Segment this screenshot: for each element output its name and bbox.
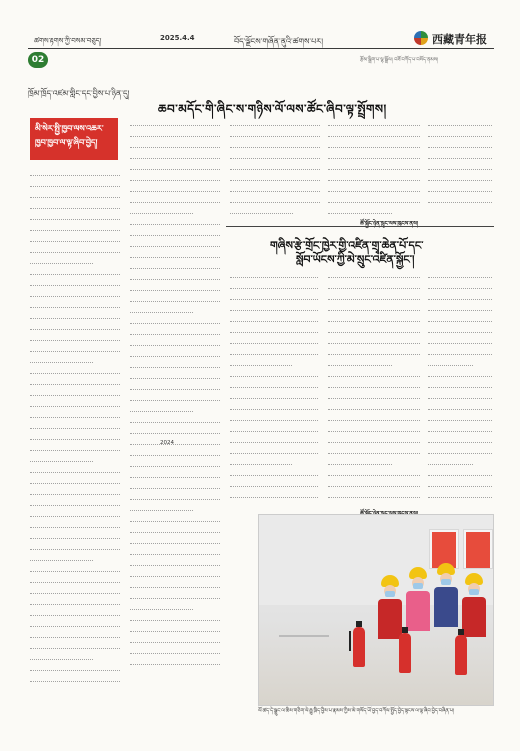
shirt bbox=[434, 587, 458, 627]
text-line bbox=[428, 413, 492, 421]
mask-icon bbox=[385, 591, 395, 597]
text-line bbox=[328, 479, 420, 487]
text-line bbox=[130, 382, 220, 390]
text-line bbox=[130, 162, 220, 170]
text-line bbox=[130, 448, 220, 456]
text-line bbox=[30, 300, 120, 308]
text-line bbox=[328, 325, 420, 333]
article-column-2 bbox=[130, 118, 220, 678]
article2-column-1 bbox=[230, 270, 318, 506]
text-line bbox=[30, 179, 120, 187]
text-line bbox=[30, 509, 120, 517]
text-line bbox=[428, 162, 492, 170]
highlight-line-1: མི་སེར་སྤྱི་ཁྱབ་ལས་འཆར་ bbox=[35, 124, 104, 133]
text-line bbox=[428, 314, 492, 322]
article-column-3 bbox=[230, 118, 320, 218]
text-line bbox=[30, 630, 120, 638]
text-line bbox=[428, 402, 492, 410]
text-line bbox=[428, 129, 492, 137]
mask-icon bbox=[413, 583, 423, 589]
text-line bbox=[130, 217, 220, 225]
article-column-1 bbox=[30, 168, 120, 688]
text-line bbox=[30, 421, 120, 429]
floor-line bbox=[279, 635, 329, 637]
text-line bbox=[130, 349, 220, 357]
text-line bbox=[30, 212, 120, 220]
text-line bbox=[130, 239, 220, 247]
text-line bbox=[230, 140, 320, 148]
text-line bbox=[30, 564, 120, 572]
text-line bbox=[328, 118, 420, 126]
text-line bbox=[30, 520, 120, 528]
text-line bbox=[130, 283, 220, 291]
text-line bbox=[328, 303, 420, 311]
text-line bbox=[30, 333, 120, 341]
text-line bbox=[428, 184, 492, 192]
text-line bbox=[428, 369, 492, 377]
text-line bbox=[30, 399, 120, 407]
text-line bbox=[30, 256, 93, 264]
text-line bbox=[30, 487, 120, 495]
text-line bbox=[30, 663, 120, 671]
text-line bbox=[130, 580, 220, 588]
text-line bbox=[230, 184, 320, 192]
text-line bbox=[230, 402, 318, 410]
text-line bbox=[130, 536, 220, 544]
text-line bbox=[230, 129, 320, 137]
text-line bbox=[230, 281, 318, 289]
text-line bbox=[230, 435, 318, 443]
text-line bbox=[30, 267, 120, 275]
editor-credits: རྩོམ་སྒྲིག་པ་ལྷ་སྒྲོལ། བཟོ་བཀོད་པ་བསོད་ནམས། bbox=[360, 57, 439, 63]
text-line bbox=[130, 481, 220, 489]
issue-date: 2025.4.4 bbox=[160, 34, 195, 42]
article2-headline-line2: སློབ་ཡོངས་ཀྱི་མེ་སྲུང་འཛིན་སྐྱོང་། bbox=[296, 253, 415, 266]
text-line bbox=[130, 393, 220, 401]
article2-column-3 bbox=[428, 270, 492, 506]
text-line bbox=[130, 327, 220, 335]
text-line bbox=[328, 206, 392, 214]
masthead bbox=[28, 30, 494, 68]
text-line bbox=[428, 173, 492, 181]
text-line bbox=[328, 391, 420, 399]
text-line bbox=[428, 468, 492, 476]
text-line bbox=[428, 479, 492, 487]
text-line bbox=[130, 316, 220, 324]
text-line bbox=[428, 336, 492, 344]
text-line bbox=[30, 608, 120, 616]
text-line bbox=[30, 190, 120, 198]
text-line bbox=[30, 366, 120, 374]
text-line bbox=[230, 457, 292, 465]
text-line bbox=[328, 151, 420, 159]
text-line bbox=[130, 426, 220, 434]
article-column-4 bbox=[328, 118, 420, 218]
text-line bbox=[230, 118, 320, 126]
text-line bbox=[130, 151, 220, 159]
text-line bbox=[328, 457, 392, 465]
text-line bbox=[30, 586, 120, 594]
highlight-line-2: ཁྱབ་ཁྱབ་ལ་ལྟ་ཞིབ་བྱེད། bbox=[35, 138, 98, 147]
article2-headline-line1: གཞིས་རྩེ་གྲོང་ཁྱེར་གྱི་འཛིན་གྲྭ་ཆེན་པོ་དང་ bbox=[270, 239, 424, 252]
text-line bbox=[130, 184, 220, 192]
text-line bbox=[130, 646, 220, 654]
text-line bbox=[230, 206, 293, 214]
newspaper-logo-text: 西藏青年报 bbox=[432, 33, 487, 46]
header-rule bbox=[28, 48, 494, 49]
text-line bbox=[30, 575, 120, 583]
text-line bbox=[328, 369, 420, 377]
shirt bbox=[378, 599, 402, 639]
text-line bbox=[428, 195, 492, 203]
text-line bbox=[130, 624, 220, 632]
text-line bbox=[230, 303, 318, 311]
text-line bbox=[130, 459, 220, 467]
text-line bbox=[30, 432, 120, 440]
highlight-box bbox=[30, 118, 118, 160]
text-line bbox=[230, 162, 320, 170]
text-line bbox=[30, 641, 120, 649]
text-line bbox=[428, 490, 492, 498]
newspaper-name-tibetan: བོད་ལྗོངས་གཞོན་ནུའི་ཚགས་པར། bbox=[234, 37, 323, 46]
text-line bbox=[328, 270, 420, 278]
text-line bbox=[230, 413, 318, 421]
text-line bbox=[130, 591, 220, 599]
text-line bbox=[130, 261, 220, 269]
text-line bbox=[328, 173, 420, 181]
text-line bbox=[328, 314, 420, 322]
text-line bbox=[130, 404, 193, 412]
text-line bbox=[30, 278, 120, 286]
text-line bbox=[130, 558, 220, 566]
text-line bbox=[130, 338, 220, 346]
text-line bbox=[328, 195, 420, 203]
text-line bbox=[230, 358, 292, 366]
text-line bbox=[230, 151, 320, 159]
text-line bbox=[130, 272, 220, 280]
text-line bbox=[230, 490, 318, 498]
text-line bbox=[30, 597, 120, 605]
text-line bbox=[230, 424, 318, 432]
text-line bbox=[130, 514, 220, 522]
text-line bbox=[130, 503, 193, 511]
text-line bbox=[328, 435, 420, 443]
text-line bbox=[130, 173, 220, 181]
text-line bbox=[230, 325, 318, 333]
fire-extinguisher-icon bbox=[353, 627, 365, 667]
text-line bbox=[328, 292, 420, 300]
text-line bbox=[130, 129, 220, 137]
text-line bbox=[328, 162, 420, 170]
text-line bbox=[428, 446, 492, 454]
text-line bbox=[130, 250, 220, 258]
news-photo bbox=[258, 514, 494, 706]
text-line bbox=[30, 322, 120, 330]
text-line bbox=[30, 443, 120, 451]
text-line bbox=[130, 228, 220, 236]
text-line bbox=[130, 118, 220, 126]
text-line bbox=[30, 223, 120, 231]
text-line bbox=[130, 371, 220, 379]
text-line bbox=[428, 325, 492, 333]
text-line bbox=[230, 173, 320, 181]
text-line bbox=[230, 468, 318, 476]
text-line bbox=[428, 424, 492, 432]
section-label: ཚགས་རྟགས་ཀྱི་བསམ་བཅུད། bbox=[34, 37, 102, 45]
text-line bbox=[30, 377, 120, 385]
text-line bbox=[130, 602, 193, 610]
text-line bbox=[30, 498, 120, 506]
text-line bbox=[428, 303, 492, 311]
text-line bbox=[30, 553, 93, 561]
text-line bbox=[428, 118, 492, 126]
mask-icon bbox=[441, 579, 451, 585]
text-line bbox=[130, 657, 220, 665]
text-line bbox=[428, 151, 492, 159]
text-line bbox=[328, 446, 420, 454]
text-line bbox=[130, 294, 220, 302]
text-line bbox=[328, 336, 420, 344]
text-line bbox=[130, 569, 220, 577]
text-line bbox=[30, 619, 120, 627]
text-line bbox=[130, 206, 193, 214]
text-line bbox=[130, 613, 220, 621]
text-line bbox=[130, 140, 220, 148]
text-line bbox=[130, 360, 220, 368]
text-line bbox=[130, 437, 220, 445]
text-line bbox=[328, 402, 420, 410]
wall-poster bbox=[463, 529, 493, 569]
text-line bbox=[428, 391, 492, 399]
text-line bbox=[30, 168, 120, 176]
text-line bbox=[130, 195, 220, 203]
text-line bbox=[328, 281, 420, 289]
text-line bbox=[30, 674, 120, 682]
text-line bbox=[428, 292, 492, 300]
text-line bbox=[428, 270, 492, 278]
text-line bbox=[130, 547, 220, 555]
text-line bbox=[30, 542, 120, 550]
text-line bbox=[30, 454, 93, 462]
newspaper-logo-icon bbox=[414, 31, 428, 45]
article-kicker: ཁྲོམ་ཁྲོད་འཛམ་གླིང་དང་བྱིས་པ་ཉིན་དུ། bbox=[28, 89, 130, 98]
text-line bbox=[230, 446, 318, 454]
text-line bbox=[30, 355, 93, 363]
text-line bbox=[30, 344, 120, 352]
text-line bbox=[130, 492, 220, 500]
text-line bbox=[130, 305, 193, 313]
text-line bbox=[30, 311, 120, 319]
fire-extinguisher-icon bbox=[455, 635, 467, 675]
text-line bbox=[428, 435, 492, 443]
text-line bbox=[30, 531, 120, 539]
text-line bbox=[230, 479, 318, 487]
text-line bbox=[30, 245, 120, 253]
shirt bbox=[406, 591, 430, 631]
text-line bbox=[328, 140, 420, 148]
text-line bbox=[30, 476, 120, 484]
text-line bbox=[230, 195, 320, 203]
text-line bbox=[428, 358, 473, 366]
text-line bbox=[230, 347, 318, 355]
text-line bbox=[428, 347, 492, 355]
text-line bbox=[130, 525, 220, 533]
text-line bbox=[30, 388, 120, 396]
text-line bbox=[328, 347, 420, 355]
article-byline: ཚོ་སྐྱོང་ཉེན་སྲུང་ལས་ཁུངས་ནས། bbox=[360, 221, 418, 227]
inline-year: 2024 bbox=[160, 440, 174, 446]
text-line bbox=[230, 380, 318, 388]
text-line bbox=[328, 468, 420, 476]
photo-caption: ལོ་ཚད་དེ་སྒྲུང་ལ་ཆིས་གཅིག་ལེ་རྒྱུ་ཁྲིད་བྱིས་པ་རྣམས་ཀྱིས་མེ་གསོད་ཡོ་བྱད་བཀོལ་སྤྱོད་བྱེད་སྟངས་ལ་ལྟ་ཞིབ་བྱེད་བཞིན་པ། bbox=[258, 708, 455, 714]
mask-icon bbox=[469, 589, 479, 595]
text-line bbox=[30, 652, 93, 660]
text-line bbox=[230, 391, 318, 399]
text-line bbox=[130, 635, 220, 643]
text-line bbox=[130, 470, 220, 478]
article-column-5 bbox=[428, 118, 492, 210]
text-line bbox=[30, 234, 120, 242]
fire-extinguisher-icon bbox=[399, 633, 411, 673]
text-line bbox=[428, 380, 492, 388]
text-line bbox=[30, 410, 120, 418]
text-line bbox=[328, 490, 420, 498]
text-line bbox=[230, 369, 318, 377]
text-line bbox=[428, 140, 492, 148]
article2-column-2 bbox=[328, 270, 420, 506]
text-line bbox=[30, 289, 120, 297]
article-divider bbox=[226, 226, 494, 227]
text-line bbox=[328, 358, 392, 366]
text-line bbox=[230, 314, 318, 322]
text-line bbox=[230, 336, 318, 344]
text-line bbox=[328, 380, 420, 388]
text-line bbox=[428, 281, 492, 289]
text-line bbox=[230, 292, 318, 300]
text-line bbox=[230, 270, 318, 278]
text-line bbox=[130, 415, 220, 423]
page-number-badge: 02 bbox=[28, 52, 48, 68]
text-line bbox=[328, 413, 420, 421]
text-line bbox=[428, 457, 473, 465]
text-line bbox=[30, 465, 120, 473]
text-line bbox=[328, 129, 420, 137]
text-line bbox=[328, 424, 420, 432]
shirt bbox=[462, 597, 486, 637]
text-line bbox=[30, 201, 120, 209]
text-line bbox=[328, 184, 420, 192]
article-headline: ཆབ་མདོང་གི་ཞིང་ས་གཉིས་ལོ་ལས་ཚོང་ཞིབ་ལྟ་སྤྲོགས། bbox=[158, 102, 387, 116]
